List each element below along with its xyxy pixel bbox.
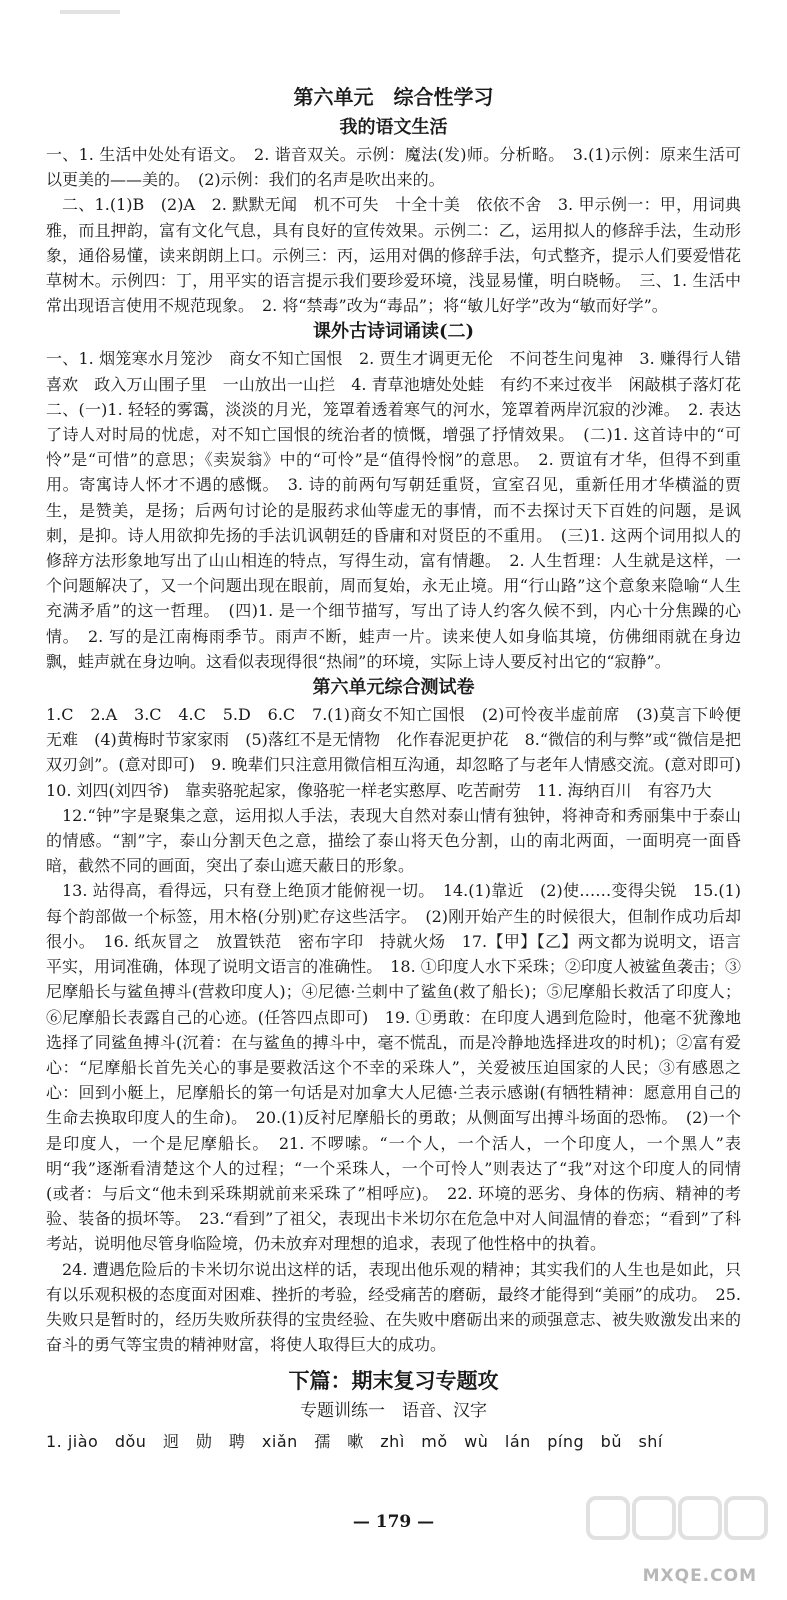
page-number: — 179 —: [352, 1512, 435, 1532]
answer-paragraph: 二、1.(1)B (2)A 2. 默默无闻 机不可失 十全十美 依依不舍 3. 甲示例一：甲，用词典雅，而且押韵，富有文化气息，具有良好的宣传效果。示例二：乙，运用拟人的修辞手法，生动形象，通俗易懂，读来朗朗上口。示例三：丙，运用对偶的修辞手法，句式整齐，提示人们要爱惜花草树木。示例四：丁，用平实的语言提示我们要珍爱环境，浅显易懂，明白晓畅。 三、1. 生活中常出现语言使用不规范现象。 2. 将“禁毒”改为“毒品”；将“敏儿好学”改为“敏而好学”。: [46, 195, 741, 316]
training-title: 专题训练一 语音、汉字: [300, 1401, 487, 1422]
answer-paragraph: 12.“钟”字是聚集之意，运用拟人手法，表现大自然对泰山情有独钟，将神奇和秀丽集中于泰山的情感。“割”字，泰山分割天色之意，描绘了泰山将天色分割，山的南北两面，一面明亮一面昏暗，截然不同的画面，突出了泰山遮天蔽日的形象。: [46, 805, 741, 876]
unit-title: 第六单元 综合性学习: [293, 85, 494, 109]
answer-paragraph: 24. 遭遇危险后的卡米切尔说出这样的话，表现出他乐观的精神；其实我们的人生也是如此，只有以乐观积极的态度面对困难、挫折的考验，经受痛苦的磨砺，最终才能得到“美丽”的成功。 25. 失败只是暂时的，经历失败所获得的宝贵经验、在失败中磨砺出来的顽强意志、被失败激发出来的奋斗的勇气等宝贵的精神财富，将使人取得巨大的成功。: [46, 1259, 741, 1355]
answer-paragraph: 1.C 2.A 3.C 4.C 5.D 6.C 7.(1)商女不知亡国恨 (2)可怜夜半虚前席 (3)莫言下岭便无难 (4)黄梅时节家家雨 (5)落红不是无情物 化作春泥更护花 8.“微信的利与弊”或“微信是把双刃剑”。(意对即可) 9. 晚辈们只注意用微信相互沟通，却忽略了与老年人情感交流。(意对即可) 10. 刘四(刘四爷) 靠卖骆驼起家，像骆驼一样老实憨厚、吃苦耐劳 11. 海纳百川 有容乃大: [46, 705, 758, 800]
watermark-text: MXQE.COM: [642, 1566, 757, 1586]
pinyin-answer-line: 1. jiào dǒu 迥 勋 聘 xiǎn 孺 嗽 zhì mǒ wù lán píng bǔ shí: [46, 1432, 663, 1452]
section-title-my-chinese-life: 我的语文生活: [339, 117, 448, 138]
scan-artifact: [60, 10, 120, 14]
answer-paragraph: 一、1. 烟笼寒水月笼沙 商女不知亡国恨 2. 贾生才调更无伦 不问苍生问鬼神 3. 赚得行人错喜欢 政入万山围子里 一山放出一山拦 4. 青草池塘处处蛙 有约不来过夜半 闲敲棋子落灯花 二、(一)1. 轻轻的雾霭，淡淡的月光，笼罩着透着寒气的河水，笼罩着两岸沉寂的沙滩。 2. 表达了诗人对时局的忧虑，对不知亡国恨的统治者的愤慨，增强了抒情效果。 (二)1. 这首诗中的“可怜”是“可惜”的意思；《卖炭翁》中的“可怜”是“值得怜悯”的意思。 2. 贾谊有才华，但得不到重用。寄寓诗人怀才不遇的感慨。 3. 诗的前两句写朝廷重贤，宣室召见，重新任用才华横溢的贾生，是赞美，是扬；后两句讨论的是服药求仙等虚无的事情，而不去探讨天下百姓的问题，是讽刺，是抑。诗人用欲抑先扬的手法讥讽朝廷的昏庸和对贤臣的不重用。 (三)1. 这两个词用拟人的修辞方法形象地写出了山山相连的特点，写得生动，富有情趣。 2. 人生哲理：人生就是这样，一个问题解决了，又一个问题出现在眼前，周而复始，永无止境。用“行山路”这个意象来隐喻“人生充满矛盾”的这一哲理。 (四)1. 是一个细节描写，写出了诗人约客久候不到，内心十分焦躁的心情。 2. 写的是江南梅雨季节。雨声不断，蛙声一片。读来使人如身临其境，仿佛细雨就在身边飘，蛙声就在身边响。这看似表现得很“热闹”的环境，实际上诗人要反衬出它的“寂静”。: [46, 349, 758, 671]
section-title-ancient-poetry: 课外古诗词诵读(二): [312, 321, 475, 343]
page-content: [46, 82, 758, 1455]
answer-paragraph: 13. 站得高，看得远，只有登上绝顶才能俯视一切。 14.(1)靠近 (2)使……变得尖锐 15.(1)每个韵部做一个标签，用木格(分别)贮存这些活字。 (2)刚开始产生的时候很大，但制作成功后却很小。 16. 纸灰冒之 放置铁范 密布字印 持就火炀 17.【甲】【乙】两文都为说明文，语言平实，用词准确，体现了说明文语言的准确性。 18. ①印度人水下采珠；②印度人被鲨鱼袭击；③尼摩船长与鲨鱼搏斗(营救印度人)；④尼德·兰刺中了鲨鱼(救了船长)；⑤尼摩船长救活了印度人；⑥尼摩船长表露自己的心迹。(任答四点即可) 19. ①勇敢：在印度人遇到危险时，他毫不犹豫地选择了同鲨鱼搏斗(沉着：在与鲨鱼的搏斗中，毫不慌乱，而是冷静地选择进攻的时机)；②富有爱心：“尼摩船长首先关心的事是要救活这个不幸的采珠人”，关爱被压迫国家的人民；③有感恩之心：回到小艇上，尼摩船长的第一句话是对加拿大人尼德·兰表示感谢(有牺牲精神：愿意用自己的生命去换取印度人的生命)。 20.(1)反衬尼摩船长的勇敢；从侧面写出搏斗场面的恐怖。 (2)一个是印度人，一个是尼摩船长。 21. 不啰嗦。“一个人，一个活人，一个印度人，一个黑人”表明“我”逐渐看清楚这个人的过程；“一个采珠人，一个可怜人”则表达了“我”对这个印度人的同情(或者：与后文“他未到采珠期就前来采珠了”相呼应)。 22. 环境的恶劣、身体的伤病、精神的考验、装备的损坏等。 23.“看到”了祖父，表现出卡米切尔在危急中对人间温情的眷恋；“看到”了科考站，说明他尽管身临险境，仍未放弃对理想的追求，表现了他性格中的执着。: [46, 881, 741, 1254]
part-title: 下篇：期末复习专题攻: [288, 1369, 499, 1394]
section-title-unit-test: 第六单元综合测试卷: [312, 677, 475, 699]
answer-paragraph: 一、1. 生活中处处有语文。 2. 谐音双关。示例：魔法(发)师。分析略。 3.(1)示例：原来生活可以更美的——美的。 (2)示例：我们的名声是吹出来的。: [46, 145, 741, 190]
